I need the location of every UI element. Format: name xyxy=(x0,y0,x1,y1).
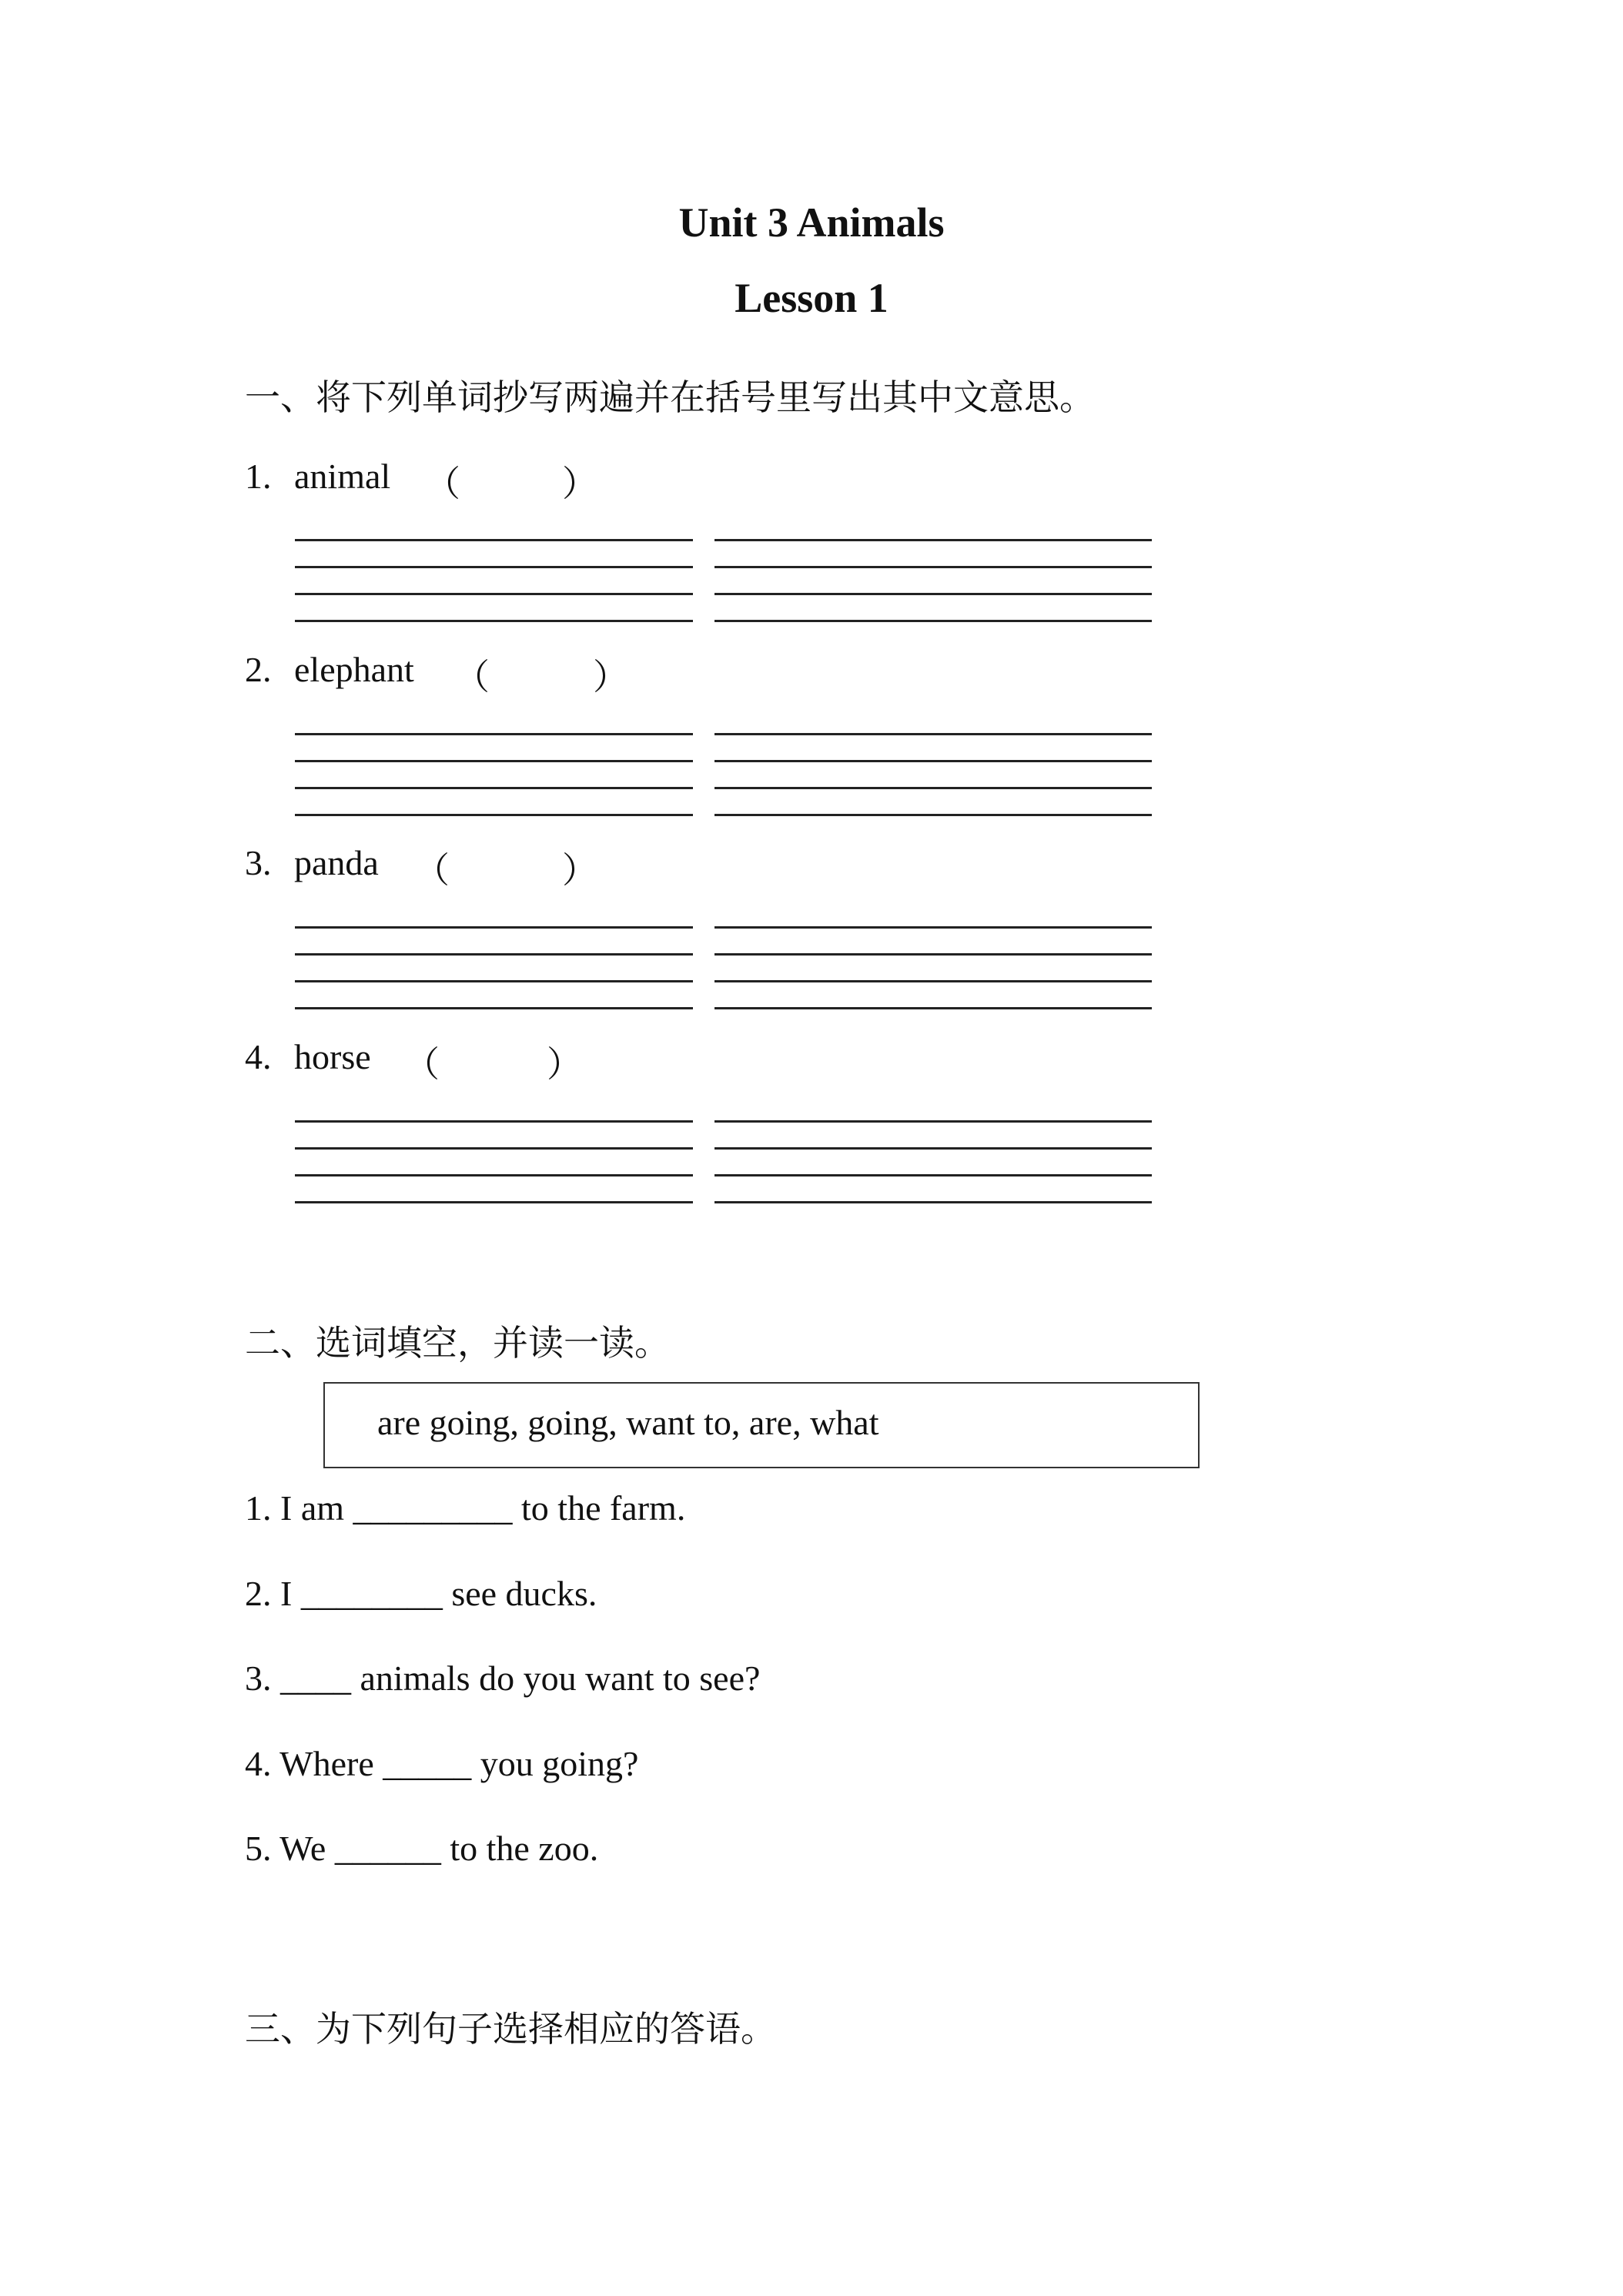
word-item-word: panda xyxy=(294,843,379,882)
copy-line[interactable] xyxy=(295,953,693,956)
lesson-title: Lesson 1 xyxy=(735,275,888,321)
word-item-number: 2. xyxy=(245,650,272,689)
section-1-heading: 一、将下列单词抄写两遍并在括号里写出其中文意思。 xyxy=(245,377,1095,418)
copy-line[interactable] xyxy=(714,1174,1152,1176)
copy-line[interactable] xyxy=(295,1201,693,1203)
copy-line[interactable] xyxy=(714,814,1152,816)
fill-in-sentence[interactable]: 3. ____ animals do you want to see? xyxy=(245,1658,761,1698)
section-2-heading: 二、选词填空，并读一读。 xyxy=(245,1322,670,1364)
fill-in-sentence[interactable]: 2. I ________ see ducks. xyxy=(245,1574,597,1613)
unit-title: Unit 3 Animals xyxy=(678,199,945,246)
copy-line[interactable] xyxy=(714,953,1152,956)
copy-line[interactable] xyxy=(295,760,693,762)
copy-line[interactable] xyxy=(714,593,1152,595)
copy-line[interactable] xyxy=(714,620,1152,622)
copy-line[interactable] xyxy=(714,1007,1152,1009)
word-item-open-paren: （ xyxy=(425,464,460,504)
copy-line[interactable] xyxy=(295,1120,693,1123)
copy-line[interactable] xyxy=(295,539,693,541)
copy-line[interactable] xyxy=(295,980,693,982)
fill-in-sentence[interactable]: 4. Where _____ you going? xyxy=(245,1744,639,1783)
copy-line[interactable] xyxy=(714,760,1152,762)
copy-line[interactable] xyxy=(295,1174,693,1176)
word-bank-text: are going, going, want to, are, what xyxy=(377,1403,879,1442)
word-item-word: animal xyxy=(294,457,391,496)
copy-line[interactable] xyxy=(295,566,693,568)
copy-line[interactable] xyxy=(295,1147,693,1150)
word-item-close-paren: ） xyxy=(547,1045,582,1084)
copy-line[interactable] xyxy=(295,593,693,595)
word-item-word: horse xyxy=(294,1037,371,1076)
word-item-close-paren: ） xyxy=(562,851,597,890)
word-item-open-paren: （ xyxy=(404,1045,440,1084)
copy-line[interactable] xyxy=(714,1201,1152,1203)
word-bank-box xyxy=(323,1382,1200,1468)
copy-line[interactable] xyxy=(714,1147,1152,1150)
word-item-number: 3. xyxy=(245,843,272,882)
fill-in-sentence[interactable]: 1. I am _________ to the farm. xyxy=(245,1488,686,1528)
copy-line[interactable] xyxy=(714,733,1152,735)
copy-line[interactable] xyxy=(295,926,693,929)
copy-line[interactable] xyxy=(714,1120,1152,1123)
section-3-heading: 三、为下列句子选择相应的答语。 xyxy=(245,2008,776,2050)
copy-line[interactable] xyxy=(714,787,1152,789)
copy-line[interactable] xyxy=(714,539,1152,541)
word-item-number: 1. xyxy=(245,457,272,496)
copy-line[interactable] xyxy=(295,1007,693,1009)
copy-line[interactable] xyxy=(714,980,1152,982)
copy-line[interactable] xyxy=(714,926,1152,929)
fill-in-sentence[interactable]: 5. We ______ to the zoo. xyxy=(245,1829,599,1868)
word-item-open-paren: （ xyxy=(414,851,450,890)
word-item-close-paren: ） xyxy=(593,658,628,697)
copy-line[interactable] xyxy=(295,787,693,789)
word-item-word: elephant xyxy=(294,650,414,689)
copy-line[interactable] xyxy=(295,733,693,735)
word-item-close-paren: ） xyxy=(562,464,597,504)
copy-line[interactable] xyxy=(714,566,1152,568)
copy-line[interactable] xyxy=(295,814,693,816)
word-item-number: 4. xyxy=(245,1037,272,1076)
copy-line[interactable] xyxy=(295,620,693,622)
word-item-open-paren: （ xyxy=(454,658,490,697)
